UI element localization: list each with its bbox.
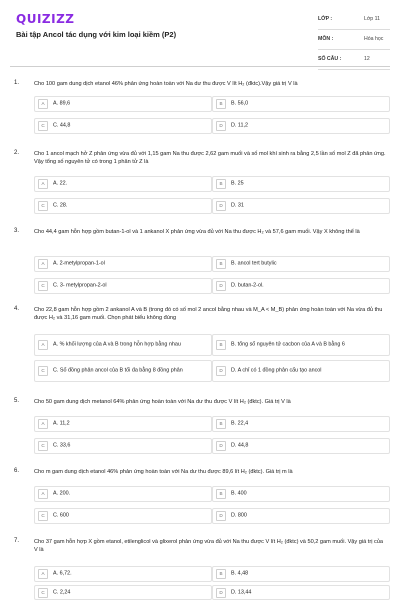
option-letter-badge: C <box>38 201 48 211</box>
question-block <box>0 398 400 456</box>
option-text: A. % khối lượng của A và B trong hỗn hợp bằng nhau <box>53 341 181 348</box>
option-text: B. 25 <box>231 180 244 187</box>
option-text: B. 4,48 <box>231 570 249 577</box>
answer-option-b[interactable] <box>212 96 390 112</box>
answer-option-c[interactable] <box>34 585 212 600</box>
option-letter-badge: C <box>38 588 48 598</box>
meta-table <box>318 10 390 70</box>
question-text: Cho 1 ancol mạch hở Z phản ứng vừa đủ với 1,15 gam Na thu được 2,62 gam muối và số mol khí sinh ra bằng 2,5 lần số mol Z đã phản ứng. Vậy tổng số nguyên tử có trong 1 phân tử Z là <box>34 151 386 165</box>
option-text: B. 400 <box>231 490 247 497</box>
question-number: 5. <box>14 398 20 404</box>
answer-option-a[interactable] <box>34 96 212 112</box>
option-letter-badge: D <box>216 511 226 521</box>
option-letter-badge: D <box>216 441 226 451</box>
answer-option-c[interactable] <box>34 278 212 294</box>
meta-row-class <box>318 10 390 30</box>
option-text: A. 6,72. <box>53 570 72 577</box>
question-number: 6. <box>14 468 20 474</box>
question-text: Cho 22,8 gam hỗn hợp gồm 2 ankanol A và B (trong đó có số mol 2 ancol bằng nhau và M_A < M_B) phản ứng hoàn toàn với Na vừa đủ thu được H₂ và 31,16 gam muối. Chọn phát biểu không đúng <box>34 307 383 321</box>
option-text: D. A chỉ có 1 đồng phân cấu tạo ancol <box>231 367 322 374</box>
question-block <box>0 306 400 386</box>
meta-value: Lớp 11 <box>364 16 380 22</box>
option-text: A. 22. <box>53 180 68 187</box>
meta-key: LỚP : <box>318 16 333 22</box>
option-text: C. 33,6 <box>53 442 71 449</box>
answer-option-a[interactable] <box>34 566 212 582</box>
option-text: D. 13,44 <box>231 589 252 595</box>
answer-option-a[interactable] <box>34 416 212 432</box>
answer-option-d[interactable] <box>212 118 390 134</box>
question-number: 2. <box>14 150 20 156</box>
quizizz-logo: QUIZIZZ <box>16 12 75 26</box>
answer-option-a[interactable] <box>34 486 212 502</box>
worksheet-header <box>0 0 400 72</box>
question-block <box>0 80 400 136</box>
answer-option-a[interactable] <box>34 256 212 272</box>
option-letter-badge: B <box>216 179 226 189</box>
option-letter-badge: C <box>38 441 48 451</box>
answer-option-b[interactable] <box>212 416 390 432</box>
option-text: A. 89,6 <box>53 100 71 107</box>
question-number: 1. <box>14 80 20 86</box>
option-text: C. Số đồng phân ancol của B tối đa bằng 8 đồng phân <box>53 367 183 374</box>
option-letter-badge: D <box>216 121 226 131</box>
option-text: C. 44,8 <box>53 122 71 129</box>
meta-row-count <box>318 50 390 70</box>
option-letter-badge: A <box>38 419 48 429</box>
option-text: D. 44,8 <box>231 442 249 449</box>
question-text: Cho 50 gam dung dịch metanol 64% phản ứng hoàn toàn với Na dư thu được V lít H₂ (đktc). Giá trị V là <box>34 399 291 405</box>
option-letter-badge: B <box>216 340 226 350</box>
answer-option-c[interactable] <box>34 118 212 134</box>
option-text: D. 31 <box>231 202 244 209</box>
option-letter-badge: C <box>38 366 48 376</box>
meta-key: MÔN : <box>318 36 334 42</box>
option-text: B. ancol tert butylic <box>231 260 277 267</box>
answer-option-c[interactable] <box>34 508 212 524</box>
option-text: C. 600 <box>53 512 69 519</box>
option-letter-badge: B <box>216 99 226 109</box>
meta-key: SỐ CÂU : <box>318 56 342 62</box>
question-block <box>0 228 400 296</box>
option-letter-badge: C <box>38 121 48 131</box>
option-letter-badge: D <box>216 201 226 211</box>
option-letter-badge: A <box>38 340 48 350</box>
answer-option-a[interactable] <box>34 334 212 356</box>
option-letter-badge: B <box>216 259 226 269</box>
question-number: 3. <box>14 228 20 234</box>
answer-option-d[interactable] <box>212 278 390 294</box>
option-text: B. 22,4 <box>231 420 249 427</box>
option-text: D. butan-2-ol. <box>231 282 264 289</box>
meta-row-subject <box>318 30 390 50</box>
option-text: C. 28. <box>53 202 68 209</box>
option-letter-badge: C <box>38 281 48 291</box>
option-text: D. 11,2 <box>231 122 248 129</box>
answer-option-d[interactable] <box>212 438 390 454</box>
option-text: B. tổng số nguyên tử cacbon của A và B bằng 6 <box>231 341 345 348</box>
question-number: 7. <box>14 538 20 544</box>
answer-option-d[interactable] <box>212 360 390 382</box>
question-text: Cho 37 gam hỗn hợp X gồm etanol, etilenglicol và glixerol phản ứng vừa đủ với Na thu được V lít H₂ (đktc) và 50,2 gam muối. Vậy giá trị của V là <box>34 539 384 553</box>
option-letter-badge: C <box>38 511 48 521</box>
question-text: Cho m gam dung dịch etanol 46% phản ứng hoàn toàn với Na dư thu được 89,6 lít H₂ (đktc). Giá trị m là <box>34 469 293 475</box>
option-letter-badge: B <box>216 419 226 429</box>
option-letter-badge: B <box>216 489 226 499</box>
answer-option-d[interactable] <box>212 585 390 600</box>
option-text: B. 56,0 <box>231 100 249 107</box>
meta-value: 12 <box>364 56 370 62</box>
option-letter-badge: D <box>216 366 226 376</box>
question-block <box>0 538 400 600</box>
answer-option-c[interactable] <box>34 360 212 382</box>
answer-option-d[interactable] <box>212 508 390 524</box>
option-letter-badge: D <box>216 281 226 291</box>
option-text: D. 800 <box>231 512 247 519</box>
answer-option-b[interactable] <box>212 486 390 502</box>
question-number: 4. <box>14 306 20 312</box>
option-text: A. 11,2 <box>53 420 70 427</box>
question-block <box>0 150 400 218</box>
question-text: Cho 44,4 gam hỗn hợp gồm butan-1-ol và 1 ankanol X phản ứng vừa đủ với Na thu được H₂ và 57,6 gam muối. Vậy X không thể là <box>34 229 360 235</box>
answer-option-c[interactable] <box>34 438 212 454</box>
option-text: C. 2,24 <box>53 589 71 595</box>
option-letter-badge: A <box>38 259 48 269</box>
answer-option-a[interactable] <box>34 176 212 192</box>
option-letter-badge: A <box>38 179 48 189</box>
page-title: Bài tập Ancol tác dụng với kim loại kiềm (P2) <box>16 30 177 39</box>
answer-option-b[interactable] <box>212 256 390 272</box>
option-letter-badge: A <box>38 569 48 579</box>
answer-option-d[interactable] <box>212 198 390 214</box>
option-letter-badge: A <box>38 489 48 499</box>
answer-option-b[interactable] <box>212 334 390 356</box>
meta-value: Hóa học <box>364 36 384 42</box>
option-text: A. 2-metylpropan-1-ol <box>53 260 105 267</box>
question-text: Cho 100 gam dung dịch etanol 46% phản ứng hoàn toàn với Na dư thu được V lít H₂ (đktc).Vậy giá trị V là <box>34 81 298 87</box>
header-divider <box>10 66 390 67</box>
answer-option-b[interactable] <box>212 566 390 582</box>
option-text: C. 3- metylpropan-2-ol <box>53 282 107 289</box>
question-block <box>0 468 400 526</box>
answer-option-c[interactable] <box>34 198 212 214</box>
answer-option-b[interactable] <box>212 176 390 192</box>
option-text: A. 200. <box>53 490 71 497</box>
option-letter-badge: D <box>216 588 226 598</box>
option-letter-badge: B <box>216 569 226 579</box>
option-letter-badge: A <box>38 99 48 109</box>
